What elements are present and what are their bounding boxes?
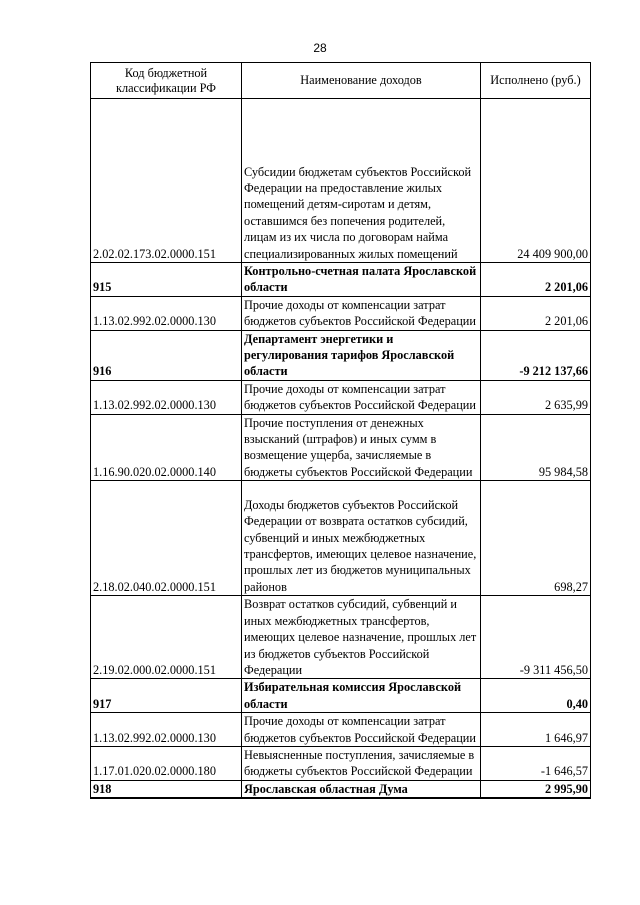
table-row	[91, 746, 591, 780]
table-row	[91, 713, 591, 747]
budget-code-cell: 918	[91, 780, 242, 798]
amount-cell: 2 995,90	[481, 780, 591, 798]
amount-cell: 2 201,06	[481, 296, 591, 330]
amount-cell: 24 409 900,00	[481, 99, 591, 263]
amount-cell: -1 646,57	[481, 746, 591, 780]
revenue-name-cell: Избирательная комиссия Ярославской области	[242, 679, 481, 713]
amount-cell: -9 311 456,50	[481, 596, 591, 679]
revenue-table	[90, 62, 591, 799]
table-row	[91, 263, 591, 297]
budget-code-cell: 2.02.02.173.02.0000.151	[91, 99, 242, 263]
revenue-name-cell: Доходы бюджетов субъектов Российской Федерации от возврата остатков субсидий, субвенций и иных межбюджетных трансфертов, имеющих целевое назначение, прошлых лет из бюджетов муниципальных районов	[242, 481, 481, 596]
table-row	[91, 679, 591, 713]
page-number: 28	[313, 41, 327, 55]
table-header-row	[91, 63, 591, 99]
column-header-name: Наименование доходов	[242, 63, 481, 99]
revenue-name-cell: Прочие доходы от компенсации затрат бюджетов субъектов Российской Федерации	[242, 296, 481, 330]
table-row	[91, 414, 591, 481]
column-header-code: Код бюджетной классификации РФ	[91, 63, 242, 99]
budget-code-cell: 1.13.02.992.02.0000.130	[91, 296, 242, 330]
budget-code-cell: 1.17.01.020.02.0000.180	[91, 746, 242, 780]
budget-code-cell: 917	[91, 679, 242, 713]
revenue-name-cell: Невыясненные поступления, зачисляемые в бюджеты субъектов Российской Федерации	[242, 746, 481, 780]
budget-code-cell: 1.13.02.992.02.0000.130	[91, 380, 242, 414]
budget-code-cell: 2.18.02.040.02.0000.151	[91, 481, 242, 596]
budget-code-cell: 2.19.02.000.02.0000.151	[91, 596, 242, 679]
amount-cell: 698,27	[481, 481, 591, 596]
revenue-name-cell: Департамент энергетики и регулирования тарифов Ярославской области	[242, 330, 481, 380]
revenue-name-cell: Прочие поступления от денежных взысканий (штрафов) и иных сумм в возмещение ущерба, зачисляемые в бюджеты субъектов Российской Федерации	[242, 414, 481, 481]
amount-cell: 2 635,99	[481, 380, 591, 414]
revenue-name-cell: Субсидии бюджетам субъектов Российской Федерации на предоставление жилых помещений детям-сиротам и детям, оставшимся без попечения родителей, лицам из их числа по договорам найма специализированных жилых помещений	[242, 99, 481, 263]
amount-cell: 95 984,58	[481, 414, 591, 481]
column-header-amount: Исполнено (руб.)	[481, 63, 591, 99]
table-row	[91, 296, 591, 330]
table-row	[91, 780, 591, 798]
revenue-name-cell: Прочие доходы от компенсации затрат бюджетов субъектов Российской Федерации	[242, 380, 481, 414]
amount-cell: -9 212 137,66	[481, 330, 591, 380]
budget-code-cell: 915	[91, 263, 242, 297]
revenue-name-cell: Прочие доходы от компенсации затрат бюджетов субъектов Российской Федерации	[242, 713, 481, 747]
amount-cell: 0,40	[481, 679, 591, 713]
revenue-name-cell: Контрольно-счетная палата Ярославской области	[242, 263, 481, 297]
table-row	[91, 99, 591, 263]
amount-cell: 1 646,97	[481, 713, 591, 747]
amount-cell: 2 201,06	[481, 263, 591, 297]
budget-code-cell: 1.13.02.992.02.0000.130	[91, 713, 242, 747]
table-row	[91, 380, 591, 414]
table-row	[91, 481, 591, 596]
table-row	[91, 330, 591, 380]
budget-code-cell: 916	[91, 330, 242, 380]
revenue-name-cell: Возврат остатков субсидий, субвенций и иных межбюджетных трансфертов, имеющих целевое назначение, прошлых лет из бюджетов субъектов Российской Федерации	[242, 596, 481, 679]
revenue-name-cell: Ярославская областная Дума	[242, 780, 481, 798]
budget-code-cell: 1.16.90.020.02.0000.140	[91, 414, 242, 481]
table-row	[91, 596, 591, 679]
